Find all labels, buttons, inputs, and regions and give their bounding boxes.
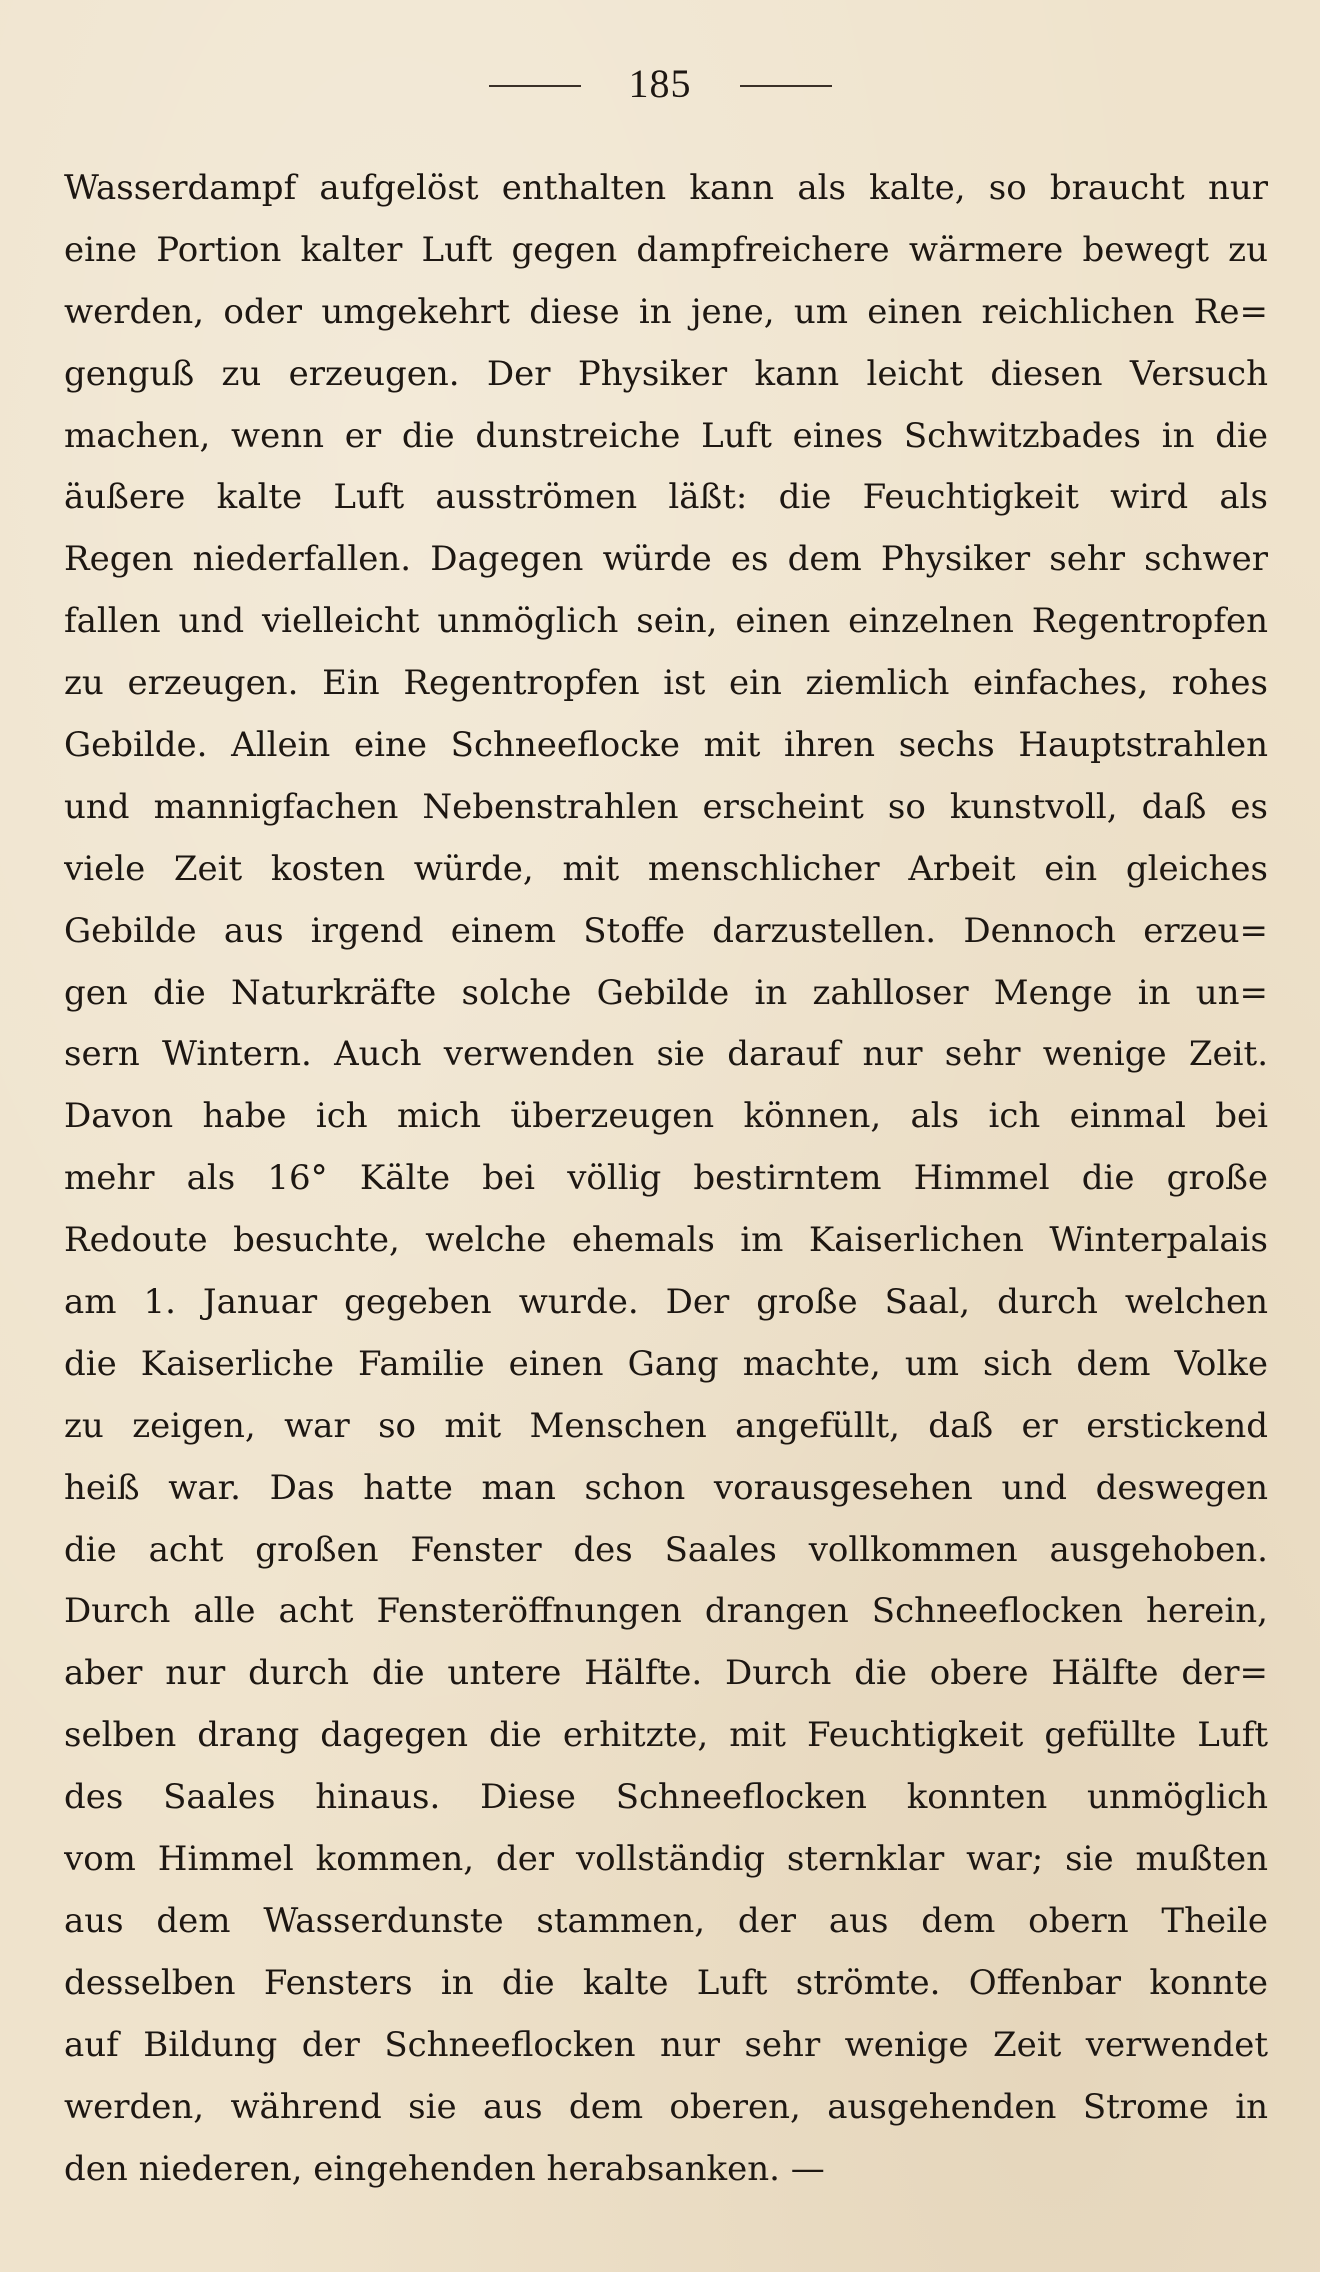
text-line: Durch alle acht Fensteröffnungen drangen Schneeflocken herein,: [64, 1591, 1268, 1632]
text-line: aber nur durch die untere Hälfte. Durch die obere Hälfte der=: [64, 1653, 1268, 1694]
text-line: fallen und vielleicht unmöglich sein, einen einzelnen Regentropfen: [64, 601, 1268, 642]
text-line: sern Wintern. Auch verwenden sie darauf nur sehr wenige Zeit.: [64, 1034, 1268, 1075]
text-line: die acht großen Fenster des Saales vollkommen ausgehoben.: [64, 1529, 1268, 1570]
text-line: viele Zeit kosten würde, mit menschlicher Arbeit ein gleiches: [64, 848, 1268, 889]
text-line: Gebilde. Allein eine Schneeflocke mit ihren sechs Hauptstrahlen: [64, 725, 1268, 766]
text-line: gen die Naturkräfte solche Gebilde in zahlloser Menge in un=: [64, 972, 1268, 1013]
text-line: äußere kalte Luft ausströmen läßt: die Feuchtigkeit wird als: [64, 477, 1268, 518]
text-line: den niederen, eingehenden herabsanken. —: [64, 2148, 825, 2189]
text-line: aus dem Wasserdunste stammen, der aus dem obern Theile: [64, 1900, 1268, 1941]
body-text: [64, 158, 1268, 2200]
page-header: [0, 58, 1320, 108]
page-number: 185: [628, 60, 692, 106]
text-line: vom Himmel kommen, der vollständig sternklar war; sie mußten: [64, 1839, 1268, 1880]
text-line: am 1. Januar gegeben wurde. Der große Saal, durch welchen: [64, 1282, 1268, 1323]
text-line: mehr als 16° Kälte bei völlig bestirntem Himmel die große: [64, 1158, 1268, 1199]
text-line: Gebilde aus irgend einem Stoffe darzustellen. Dennoch erzeu=: [64, 910, 1268, 951]
text-line: auf Bildung der Schneeflocken nur sehr wenige Zeit verwendet: [64, 2024, 1268, 2065]
text-line: werden, während sie aus dem oberen, ausgehenden Strome in: [64, 2086, 1268, 2127]
text-line: machen, wenn er die dunstreiche Luft eines Schwitzbades in die: [64, 415, 1268, 456]
text-line: Redoute besuchte, welche ehemals im Kaiserlichen Winterpalais: [64, 1220, 1268, 1261]
text-line: und mannigfachen Nebenstrahlen erscheint so kunstvoll, daß es: [64, 786, 1268, 827]
text-line: genguß zu erzeugen. Der Physiker kann leicht diesen Versuch: [64, 353, 1268, 394]
text-line: eine Portion kalter Luft gegen dampfreichere wärmere bewegt zu: [64, 229, 1268, 270]
text-line: zu erzeugen. Ein Regentropfen ist ein ziemlich einfaches, rohes: [64, 663, 1268, 704]
header-rule-left: [489, 85, 581, 87]
text-line: des Saales hinaus. Diese Schneeflocken konnten unmöglich: [64, 1777, 1268, 1818]
header-rule-right: [740, 85, 832, 87]
text-line: werden, oder umgekehrt diese in jene, um einen reichlichen Re=: [64, 291, 1268, 332]
text-line: Davon habe ich mich überzeugen können, als ich einmal bei: [64, 1096, 1268, 1137]
text-line: Regen niederfallen. Dagegen würde es dem Physiker sehr schwer: [64, 539, 1268, 580]
text-line: desselben Fensters in die kalte Luft strömte. Offenbar konnte: [64, 1962, 1268, 2003]
text-line: heiß war. Das hatte man schon vorausgesehen und deswegen: [64, 1467, 1268, 1508]
text-line: selben drang dagegen die erhitzte, mit Feuchtigkeit gefüllte Luft: [64, 1715, 1268, 1756]
text-line: Wasserdampf aufgelöst enthalten kann als kalte, so braucht nur: [64, 168, 1268, 208]
text-line: zu zeigen, war so mit Menschen angefüllt, daß er erstickend: [64, 1405, 1268, 1446]
text-line: die Kaiserliche Familie einen Gang machte, um sich dem Volke: [64, 1343, 1268, 1384]
